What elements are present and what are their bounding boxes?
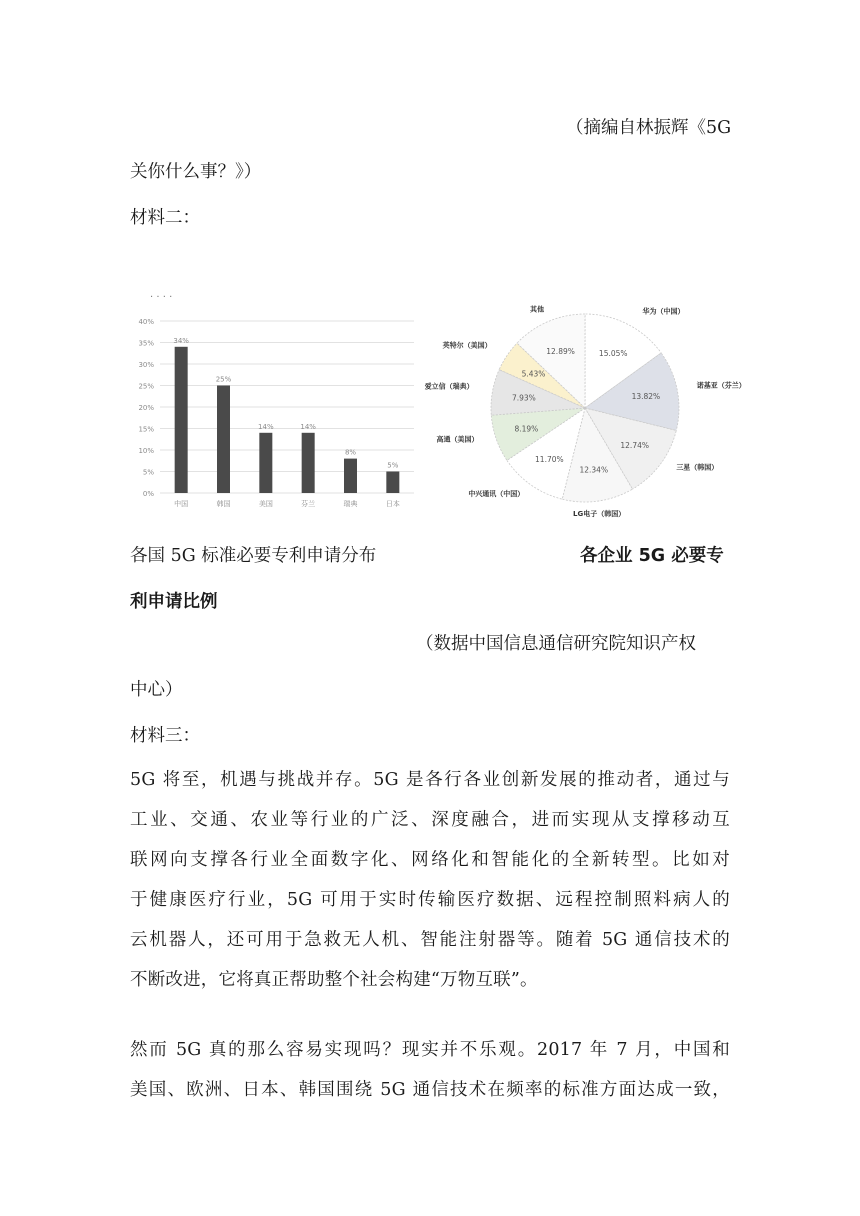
pie-slice-name: LG电子（韩国） (573, 509, 626, 518)
citation-line-2: 关你什么事？》） (130, 162, 262, 182)
bar-chart-caption: 各国 5G 标准必要专利申请分布 (130, 546, 377, 566)
paragraph-1-line: 不断改进，它将真正帮助整个社会构建“万物互联”。 (130, 970, 538, 990)
bar-chart (126, 290, 416, 520)
y-tick-label: 10% (138, 447, 154, 455)
bar-data-label: 14% (258, 422, 274, 431)
data-source-line-1: （数据中国信息通信研究院知识产权 (416, 634, 696, 654)
paragraph-1-line: 云机器人，还可用于急救无人机、智能注射器等。随着 5G 通信技术的 (130, 930, 730, 950)
pie-percent-label: 13.82% (631, 392, 661, 402)
y-tick-label: 40% (138, 318, 154, 326)
pie-slice-name: 英特尔（美国） (442, 341, 492, 350)
pie-percent-label: 7.93% (511, 393, 536, 403)
y-tick-label: 0% (142, 490, 154, 498)
pie-slice-name: 其他 (530, 305, 545, 314)
bar (217, 386, 230, 494)
paragraph-1-line: 于健康医疗行业，5G 可用于实时传输医疗数据、远程控制照料病人的 (130, 890, 730, 910)
pie-percent-label: 15.05% (598, 348, 628, 358)
y-tick-label: 25% (138, 382, 154, 391)
pie-chart-caption-part1: 各企业 5G 必要专 (580, 546, 724, 566)
pie-percent-label: 8.19% (514, 424, 539, 434)
pie-chart (424, 305, 746, 536)
pie-chart-caption-part2: 利申请比例 (130, 592, 218, 612)
chart-header-dots: · · · · (150, 292, 173, 303)
x-tick-label: 韩国 (216, 500, 231, 508)
bar (175, 347, 188, 493)
pie-percent-label: 5.43% (521, 369, 546, 379)
pie-percent-label: 12.34% (579, 465, 609, 475)
x-tick-label: 芬兰 (301, 500, 316, 508)
material-2-heading: 材料二： (130, 208, 200, 228)
bar (344, 459, 357, 493)
y-tick-label: 20% (138, 404, 154, 412)
bar (302, 433, 315, 493)
paragraph-1-line: 5G 将至，机遇与挑战并存。5G 是各行各业创新发展的推动者，通过与 (130, 770, 730, 790)
bar-data-label: 8% (344, 448, 357, 457)
x-tick-label: 美国 (258, 500, 273, 508)
pie-slice-name: 中兴通讯（中国） (468, 490, 525, 499)
x-tick-label: 中国 (174, 500, 189, 508)
material-3-heading: 材料三： (130, 726, 200, 746)
bar-data-label: 25% (215, 375, 232, 384)
paragraph-2 (130, 1030, 730, 1110)
y-tick-label: 5% (142, 468, 154, 477)
bar (259, 433, 272, 493)
paragraph-1 (130, 760, 730, 1000)
y-tick-label: 35% (138, 339, 154, 348)
paragraph-2-line: 然而 5G 真的那么容易实现吗？现实并不乐观。2017 年 7 月，中国和 (130, 1040, 730, 1060)
pie-percent-label: 12.74% (620, 441, 650, 451)
pie-slice-name: 华为（中国） (642, 307, 685, 316)
pie-slice-name: 爱立信（瑞典） (424, 382, 474, 391)
y-tick-label: 30% (138, 361, 154, 369)
citation-line-1: （摘编自林振辉《5G (566, 118, 732, 138)
data-source-line-2: 中心） (130, 680, 183, 700)
x-tick-label: 日本 (385, 500, 400, 508)
pie-slice-name: 三星（韩国） (676, 463, 719, 472)
paragraph-1-line: 联网向支撑各行业全面数字化、网络化和智能化的全新转型。比如对 (130, 850, 730, 870)
paragraph-2-line: 美国、欧洲、日本、韩国围绕 5G 通信技术在频率的标准方面达成一致， (130, 1080, 730, 1100)
y-tick-label: 15% (138, 425, 154, 434)
pie-slice-name: 诺基亚（芬兰） (696, 381, 746, 390)
pie-percent-label: 11.70% (535, 454, 564, 464)
x-tick-label: 瑞典 (343, 500, 358, 508)
bar-data-label: 14% (300, 422, 316, 431)
bar-data-label: 34% (173, 336, 189, 345)
paragraph-1-line: 工业、交通、农业等行业的广泛、深度融合，进而实现从支撑移动互 (130, 810, 730, 830)
pie-slice-name: 高通（美国） (436, 435, 479, 444)
bar (386, 472, 399, 494)
bar-data-label: 5% (387, 461, 399, 470)
pie-percent-label: 12.89% (546, 346, 575, 356)
